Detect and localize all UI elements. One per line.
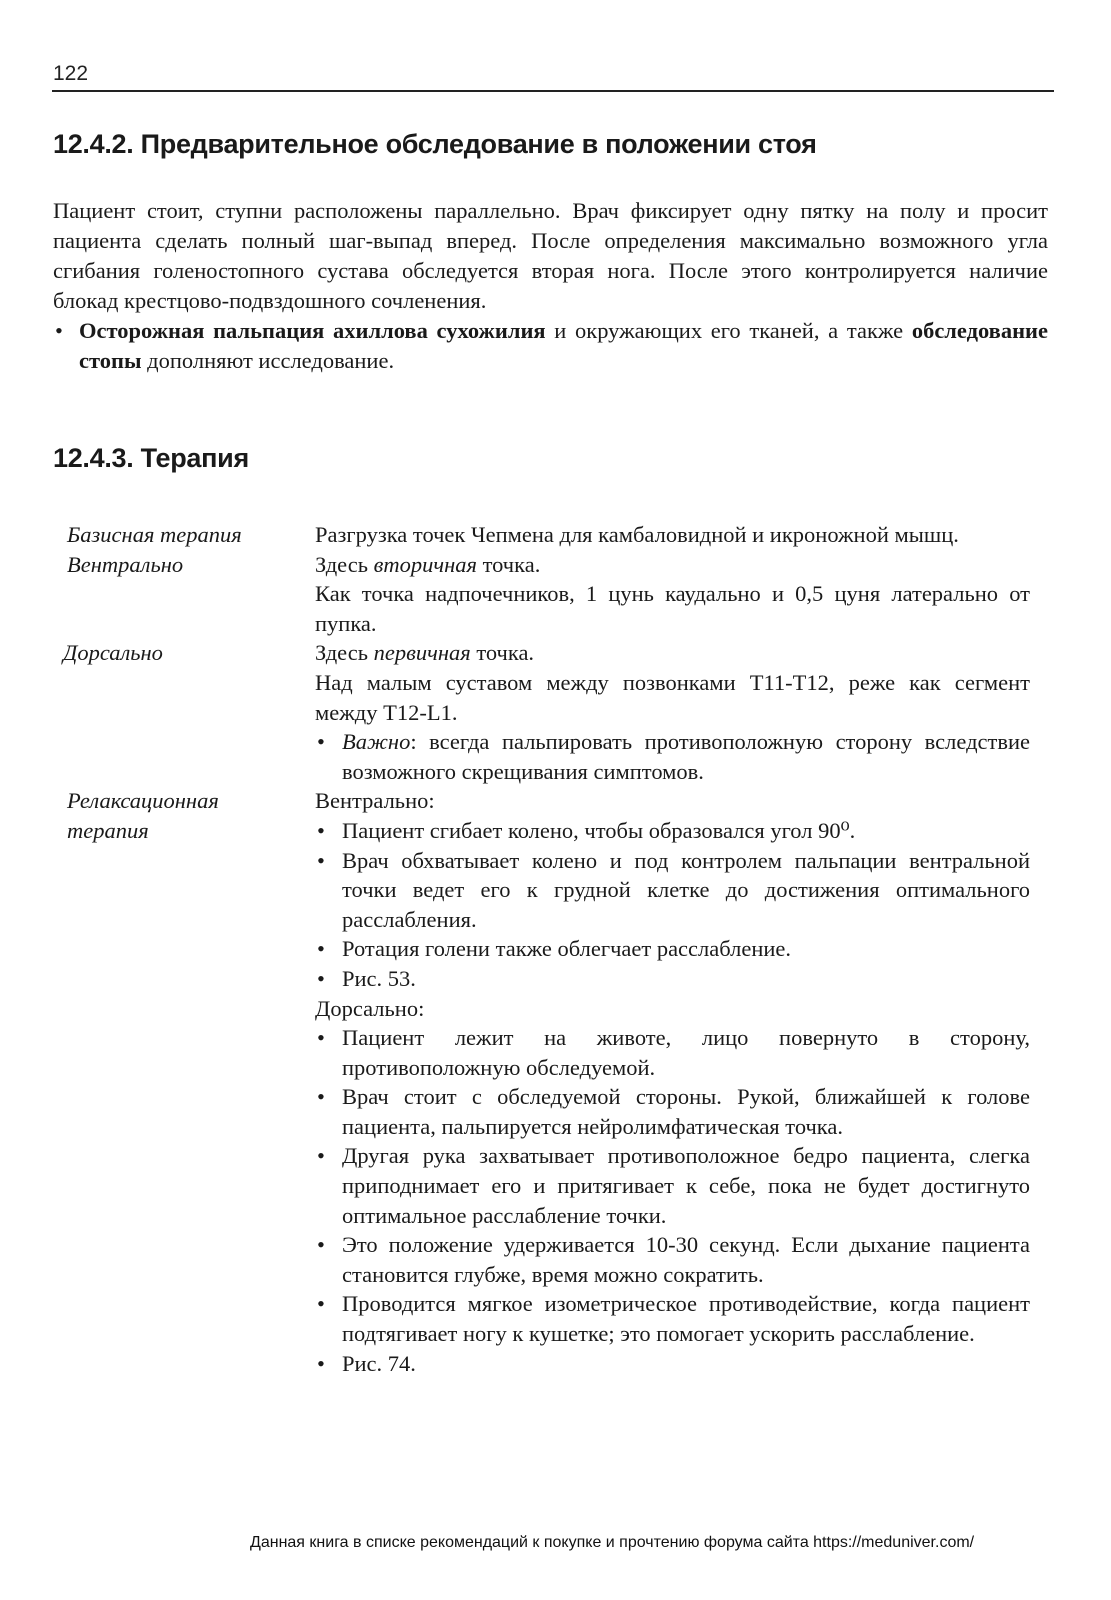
standing-exam-body <box>53 196 1048 376</box>
row-content: Разгрузка точек Чепмена для камбаловидной и икроножной мышц. <box>315 522 959 547</box>
ventral-heading: Вентрально: <box>315 788 435 814</box>
bullet-icon: • <box>317 936 325 962</box>
bullet-icon: • <box>317 847 325 873</box>
therapy-row-dorsal <box>0 638 1111 786</box>
bullet-icon: • <box>317 729 325 755</box>
footer-note: Данная книга в списке рекомендаций к покупке и прочтению форума сайта https://meduniver.com/ <box>250 1534 975 1551</box>
list-item: • Рис. 53. <box>315 964 1030 994</box>
ventral-relaxation-list <box>315 816 1030 994</box>
list-item: • Пациент лежит на животе, лицо повернуто в сторону, противоположную обследуемой. <box>317 1025 1030 1080</box>
list-item: • Рис. 74. <box>315 1349 1030 1379</box>
list-item: • Проводится мягкое изометрическое противодействие, когда пациент подтягивает ногу к кушетке; это помогает ускорить расслабление. <box>317 1291 1030 1347</box>
bold-phrase: Осторожная пальпация ахиллова сухожилия <box>79 318 546 343</box>
row-content <box>313 786 1030 1378</box>
bullet-icon: • <box>317 1232 325 1258</box>
list-item: • Пациент сгибает колено, чтобы образовался угол 90⁰. <box>315 816 1030 846</box>
bullet-icon: • <box>317 1291 325 1317</box>
list-item: • Ротация голени также облегчает расслабление. <box>315 934 1030 964</box>
bullet-icon: • <box>317 965 325 991</box>
standing-exam-paragraph: Пациент стоит, ступни расположены параллельно. Врач фиксирует одну пятку на полу и просит пациента сделать полный шаг-выпад вперед. После определения максимально возможного угла сгибания голеностопного сустава обследуется вторая нога. После этого контролируется наличие блокад крестцово-подвздошного сочленения. <box>53 198 1048 313</box>
standing-exam-bullets <box>53 316 1048 376</box>
therapy-table <box>0 520 1111 1378</box>
list-item: • Это положение удерживается 10-30 секунд. Если дыхание пациента становится глубже, время можно сократить. <box>317 1232 1030 1287</box>
section-title-therapy: 12.4.3. Терапия <box>53 443 249 473</box>
list-item: • Врач стоит с обследуемой стороны. Рукой, ближайшей к голове пациента, пальпируется нейролимфатическая точка. <box>317 1084 1030 1139</box>
page-number: 122 <box>53 62 89 85</box>
list-item: • Осторожная пальпация ахиллова сухожилия и окружающих его тканей, а также обследование стопы дополняют исследование. <box>55 318 1048 373</box>
bullet-icon: • <box>55 318 63 343</box>
bullet-icon: • <box>317 1025 325 1051</box>
bullet-icon: • <box>317 1143 325 1169</box>
bullet-icon: • <box>317 817 325 843</box>
section-title-standing-exam: 12.4.2. Предварительное обследование в положении стоя <box>53 129 817 159</box>
row-label: Релаксационная терапия <box>67 788 219 843</box>
dorsal-bullets <box>315 727 1030 786</box>
therapy-row-relaxation <box>0 786 1111 1378</box>
row-label: Базисная терапия <box>67 522 242 547</box>
row-label: Вентрально <box>67 551 184 577</box>
dorsal-relaxation-list <box>315 1023 1030 1378</box>
list-item: • Важно: всегда пальпировать противоположную сторону вследствие возможного скрещивания симптомов. <box>317 729 1030 784</box>
list-item: • Другая рука захватывает противоположное бедро пациента, слегка приподнимает его и притягивает к себе, пока не будет достигнуто оптимальное расслабление точки. <box>317 1143 1030 1228</box>
therapy-row-ventral <box>0 550 1111 639</box>
header-rule <box>52 90 1054 92</box>
list-item: • Врач обхватывает колено и под контролем пальпации вентральной точки ведет его к грудной клетке до достижения оптимального расслабления. <box>317 847 1030 932</box>
bullet-icon: • <box>317 1084 325 1110</box>
dorsal-heading: Дорсально: <box>315 995 425 1021</box>
row-label: Дорсально <box>63 640 163 666</box>
bold-phrase: обследование стопы <box>79 318 1048 373</box>
therapy-row-basic <box>0 520 1111 550</box>
row-content: Здесь первичная точка. Над малым суставом между позвонками T11-T12, реже как сегмент между T12-L1. • Важно: всегда пальпировать противоположную сторону вследствие возможного скрещивания симптомов. <box>313 638 1030 786</box>
row-content: Здесь вторичная точка. Как точка надпочечников, 1 цунь каудально и 0,5 цуня латерально от пупка. <box>315 551 1030 636</box>
bullet-icon: • <box>317 1350 325 1376</box>
